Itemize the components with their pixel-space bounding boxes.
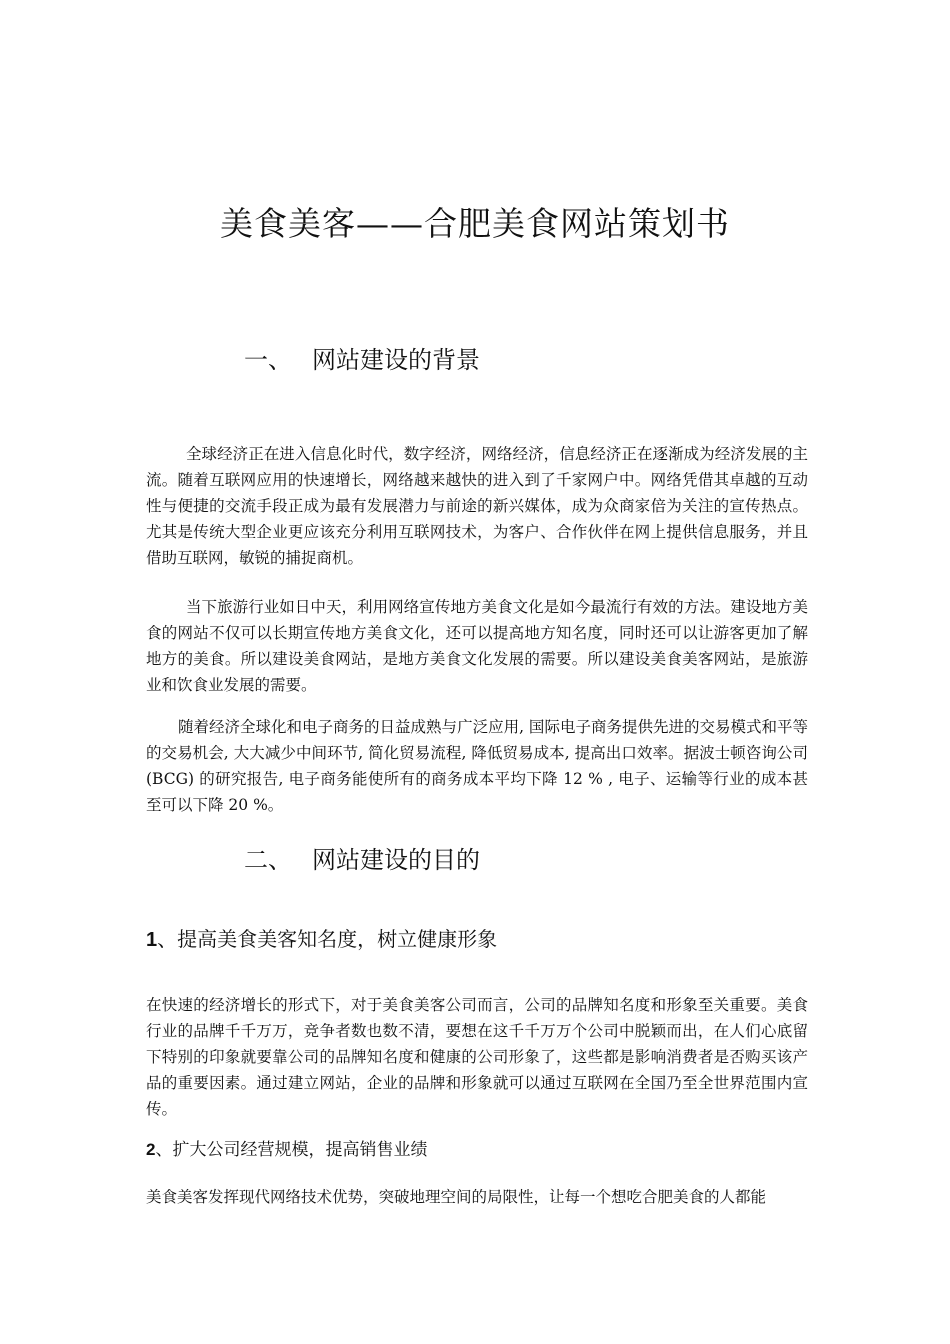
section-title: 网站建设的背景 — [312, 346, 480, 374]
subsection-heading-2 — [146, 1136, 427, 1164]
paragraph-background-3: 随着经济全球化和电子商务的日益成熟与广泛应用, 国际电子商务提供先进的交易模式和平等的交易机会, 大大减少中间环节, 简化贸易流程, 降低贸易成本, 提高出口效率。据波士顿咨询公司(BCG) 的研究报告, 电子商务能使所有的商务成本平均下降 12 % , 电子、运输等行业的成本甚至可以下降 20 %。 — [146, 718, 808, 814]
section-heading-background — [244, 342, 480, 378]
paragraph-purpose-2: 美食美客发挥现代网络技术优势，突破地理空间的局限性，让每一个想吃合肥美食的人都能 — [146, 1188, 767, 1206]
section-heading-purpose — [244, 842, 480, 878]
subsection-title: 、提高美食美客知名度，树立健康形象 — [157, 927, 498, 951]
section-number: 二、 — [244, 846, 292, 874]
subsection-heading-1 — [146, 924, 497, 955]
subsection-number: 1 — [146, 929, 158, 951]
document-title: 美食美客——合肥美食网站策划书 — [220, 204, 730, 243]
paragraph-background-1: 全球经济正在进入信息化时代，数字经济，网络经济，信息经济正在逐渐成为经济发展的主流。随着互联网应用的快速增长，网络越来越快的进入到了千家网户中。网络凭借其卓越的互动性与便捷的交流手段正成为最有发展潜力与前途的新兴媒体，成为众商家倍为关注的宣传热点。尤其是传统大型企业更应该充分利用互联网技术，为客户、合作伙伴在网上提供信息服务，并且借助互联网，敏锐的捕捉商机。 — [146, 445, 808, 567]
section-number: 一、 — [244, 346, 292, 374]
paragraph-background-2: 当下旅游行业如日中天，利用网络宣传地方美食文化是如今最流行有效的方法。建设地方美食的网站不仅可以长期宣传地方美食文化，还可以提高地方知名度，同时还可以让游客更加了解地方的美食。所以建设美食网站，是地方美食文化发展的需要。所以建设美食美客网站，是旅游业和饮食业发展的需要。 — [146, 598, 808, 694]
paragraph-purpose-1: 在快速的经济增长的形式下，对于美食美客公司而言，公司的品牌知名度和形象至关重要。美食行业的品牌千千万万，竞争者数也数不清，要想在这千千万万个公司中脱颖而出，在人们心底留下特别的印象就要靠公司的品牌知名度和健康的公司形象了，这些都是影响消费者是否购买该产品的重要因素。通过建立网站，企业的品牌和形象就可以通过互联网在全国乃至全世界范围内宣传。 — [146, 996, 808, 1118]
subsection-number: 2 — [146, 1140, 156, 1159]
subsection-title: 、扩大公司经营规模，提高销售业绩 — [155, 1140, 428, 1160]
section-title: 网站建设的目的 — [312, 846, 480, 874]
